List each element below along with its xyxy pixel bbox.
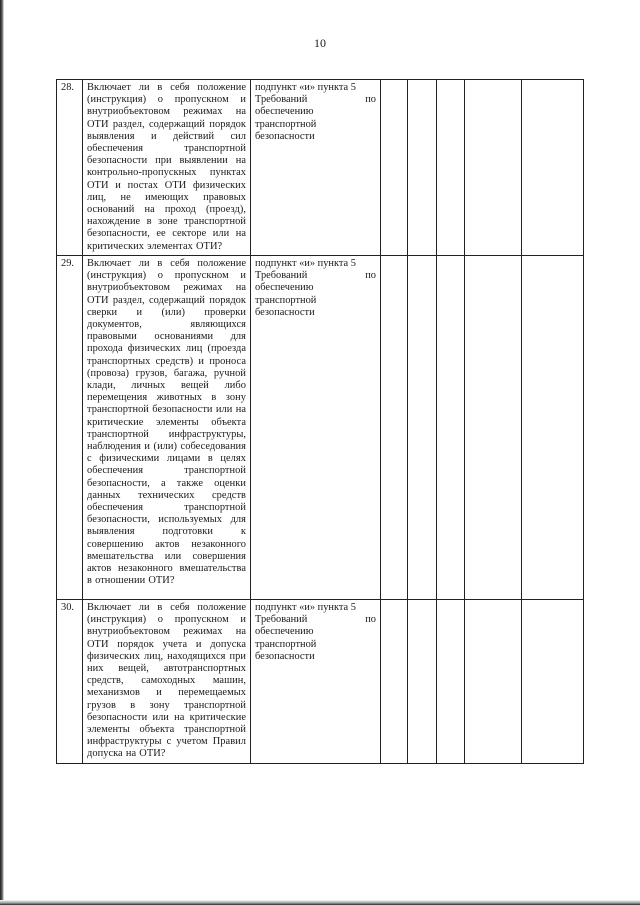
answer-cell-no[interactable] — [408, 80, 437, 256]
row-number: 28. — [57, 80, 83, 256]
reference-rest: обеспечению транспортной безопасности — [255, 626, 317, 662]
reference-word-a: Требований — [255, 614, 308, 626]
row-number: 29. — [57, 256, 83, 600]
answer-cell-comment[interactable] — [522, 256, 584, 600]
question-text: Включает ли в себя положение (инструкция) о пропускном и внутриобъектовом режимах на ОТИ раздел, содержащий порядок выявления и действий сил обеспечения транспортной безопасности при выявлении на контрольно-пропускных пунктах ОТИ и постах ОТИ физических лиц, не имеющих правовых оснований на проход (проезд), нахождение в зоне транспортной безопасности, ее секторе или на критических элементах ОТИ? — [83, 80, 251, 256]
question-text: Включает ли в себя положение (инструкция) о пропускном и внутриобъектовом режимах на ОТИ раздел, содержащий порядок сверки и (или) проверки документов, являющихся правовыми основаниями для прохода физических лиц (проезда транспортных средств) и проноса (провоза) грузов, багажа, ручной клади, личных вещей либо перемещения животных в зону транспортной безопасности или на критические элементы объекта транспортной инфраструктуры, наблюдения и (или) собеседования с физическими лицами в целях обеспечения транспортной безопасности, а также оценки данных технических средств обеспечения транспортной безопасности, используемых для выявления подготовки к совершению актов незаконного вмешательства или совершения актов незаконного вмешательства в отношении ОТИ? — [83, 256, 251, 600]
reference-rest: обеспечению транспортной безопасности — [255, 106, 317, 142]
reference-word-a: Требований — [255, 94, 308, 106]
answer-cell-no[interactable] — [408, 600, 437, 764]
answer-cell-yes[interactable] — [381, 80, 408, 256]
answer-cell-comment[interactable] — [522, 80, 584, 256]
legal-reference — [251, 256, 381, 600]
legal-reference — [251, 80, 381, 256]
reference-word-b: по — [365, 270, 376, 282]
answer-cell-yes[interactable] — [381, 256, 408, 600]
table-row — [57, 80, 584, 256]
scan-edge-bottom — [0, 900, 640, 905]
reference-line-1: подпункт «и» пункта 5 — [255, 258, 356, 269]
reference-line-2 — [255, 94, 376, 106]
question-text: Включает ли в себя положение (инструкция) о пропускном и внутриобъектовом режимах на ОТИ порядок учета и допуска физических лиц, находящихся при них вещей, автотранспортных средств, самоходных машин, механизмов и перемещаемых грузов в зону транспортной безопасности или на критические элементы объекта транспортной инфраструктуры с учетом Правил допуска на ОТИ? — [83, 600, 251, 764]
row-number: 30. — [57, 600, 83, 764]
reference-line-2 — [255, 270, 376, 282]
table-row — [57, 256, 584, 600]
scan-edge-left — [0, 0, 4, 905]
reference-word-a: Требований — [255, 270, 308, 282]
page-number: 10 — [314, 36, 326, 50]
reference-word-b: по — [365, 614, 376, 626]
answer-cell-note[interactable] — [465, 80, 522, 256]
reference-line-1: подпункт «и» пункта 5 — [255, 602, 356, 613]
answer-cell-na[interactable] — [437, 256, 465, 600]
checklist-table — [56, 79, 584, 764]
answer-cell-note[interactable] — [465, 256, 522, 600]
reference-word-b: по — [365, 94, 376, 106]
answer-cell-yes[interactable] — [381, 600, 408, 764]
reference-rest: обеспечению транспортной безопасности — [255, 282, 317, 318]
reference-line-2 — [255, 614, 376, 626]
answer-cell-no[interactable] — [408, 256, 437, 600]
answer-cell-na[interactable] — [437, 600, 465, 764]
answer-cell-na[interactable] — [437, 80, 465, 256]
reference-line-1: подпункт «и» пункта 5 — [255, 82, 356, 93]
answer-cell-note[interactable] — [465, 600, 522, 764]
table-row — [57, 600, 584, 764]
legal-reference — [251, 600, 381, 764]
answer-cell-comment[interactable] — [522, 600, 584, 764]
